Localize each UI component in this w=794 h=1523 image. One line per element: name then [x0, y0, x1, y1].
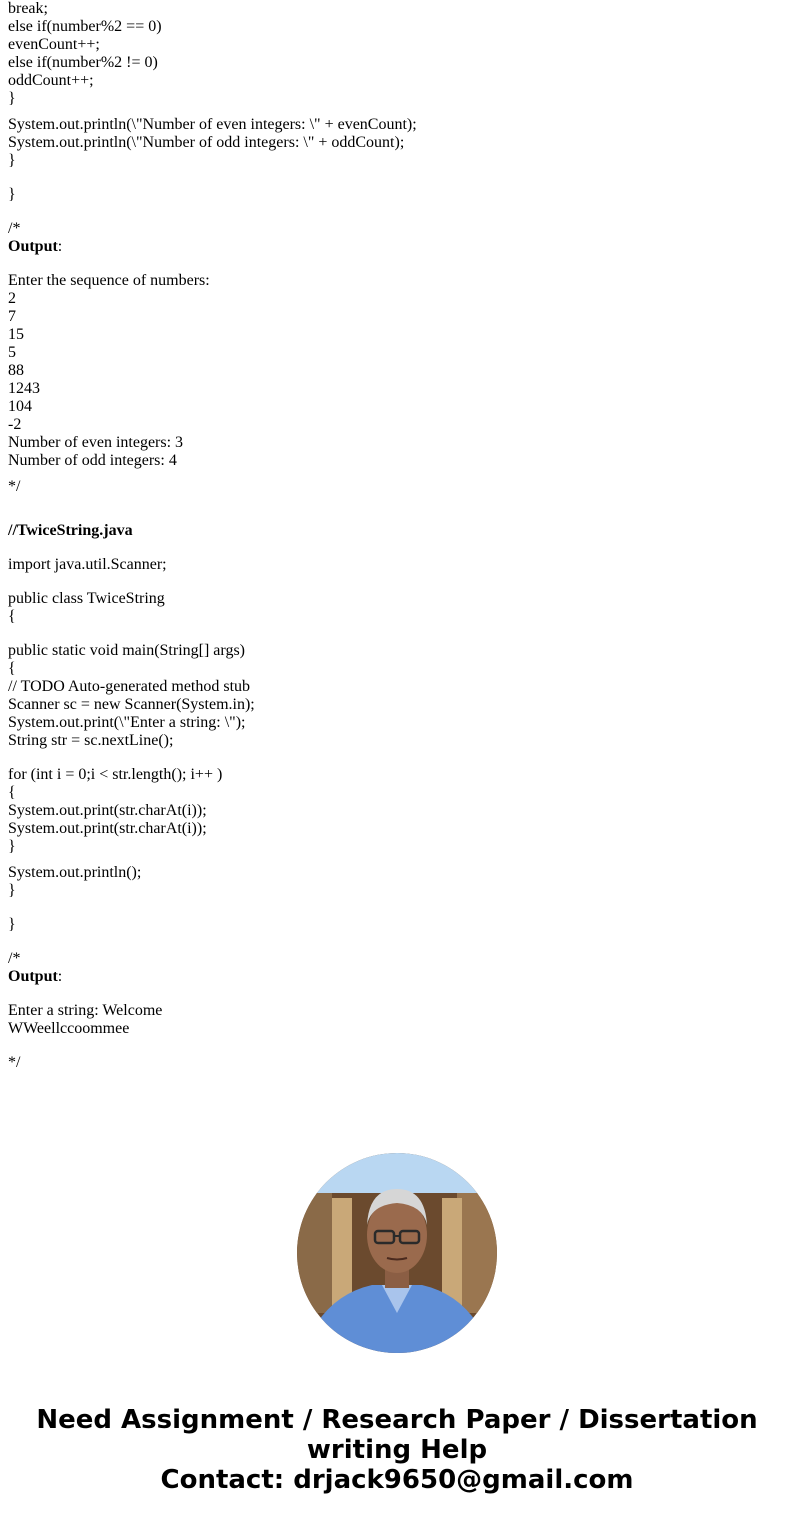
output-number: 15 [8, 326, 24, 343]
output-heading: Output: [8, 238, 63, 255]
help-advertisement [0, 1405, 794, 1495]
output-line: WWeellccoommee [8, 1020, 130, 1037]
output-number: 2 [8, 290, 16, 307]
comment-close: */ [8, 1054, 21, 1071]
code-line: } [8, 916, 16, 933]
output-heading: Output: [8, 968, 63, 985]
code-line: } [8, 152, 16, 169]
code-line: else if(number%2 != 0) [8, 54, 158, 71]
code-line: System.out.println(); [8, 864, 142, 881]
code-line: for (int i = 0;i < str.length(); i++ ) [8, 766, 223, 783]
output-number: 1243 [8, 380, 40, 397]
code-line: { [8, 660, 16, 677]
output-line: Number of odd integers: 4 [8, 452, 177, 469]
code-line: } [8, 90, 16, 107]
output-line: Enter a string: Welcome [8, 1002, 163, 1019]
code-line: evenCount++; [8, 36, 100, 53]
ad-contact: Contact: drjack9650@gmail.com [160, 1465, 634, 1495]
ad-line: Need Assignment / Research Paper / Dissertation [36, 1405, 758, 1435]
author-portrait-icon [297, 1153, 497, 1353]
ad-line: writing Help [306, 1435, 488, 1465]
code-line: { [8, 784, 16, 801]
output-number: 104 [8, 398, 32, 415]
code-line: } [8, 882, 16, 899]
code-line: System.out.print(\"Enter a string: \"); [8, 714, 246, 731]
comment-close: */ [8, 478, 21, 495]
code-line: // TODO Auto-generated method stub [8, 678, 251, 695]
output-label: Output [8, 238, 58, 255]
output-line: Number of even integers: 3 [8, 434, 184, 451]
output-label: Output [8, 968, 58, 985]
document-body [8, 0, 786, 1072]
code-line: import java.util.Scanner; [8, 556, 167, 573]
author-avatar [297, 1153, 497, 1353]
comment-open: /* [8, 950, 21, 967]
output-number: -2 [8, 416, 22, 433]
code-line: System.out.print(str.charAt(i)); [8, 820, 207, 837]
file-heading: //TwiceString.java [8, 522, 133, 539]
code-line: System.out.println(\"Number of odd integers: \" + oddCount); [8, 134, 405, 151]
code-line: public static void main(String[] args) [8, 642, 245, 659]
output-number: 88 [8, 362, 24, 379]
code-line: oddCount++; [8, 72, 94, 89]
code-line: String str = sc.nextLine(); [8, 732, 174, 749]
code-line: System.out.print(str.charAt(i)); [8, 802, 207, 819]
comment-open: /* [8, 220, 21, 237]
output-number: 5 [8, 344, 16, 361]
code-line: public class TwiceString [8, 590, 165, 607]
code-line: Scanner sc = new Scanner(System.in); [8, 696, 255, 713]
code-line: { [8, 608, 16, 625]
code-line: System.out.println(\"Number of even integers: \" + evenCount); [8, 116, 417, 133]
code-line: else if(number%2 == 0) [8, 18, 162, 35]
code-line: } [8, 186, 16, 203]
output-line: Enter the sequence of numbers: [8, 272, 210, 289]
output-number: 7 [8, 308, 16, 325]
code-line: break; [8, 0, 48, 17]
code-line: } [8, 838, 16, 855]
